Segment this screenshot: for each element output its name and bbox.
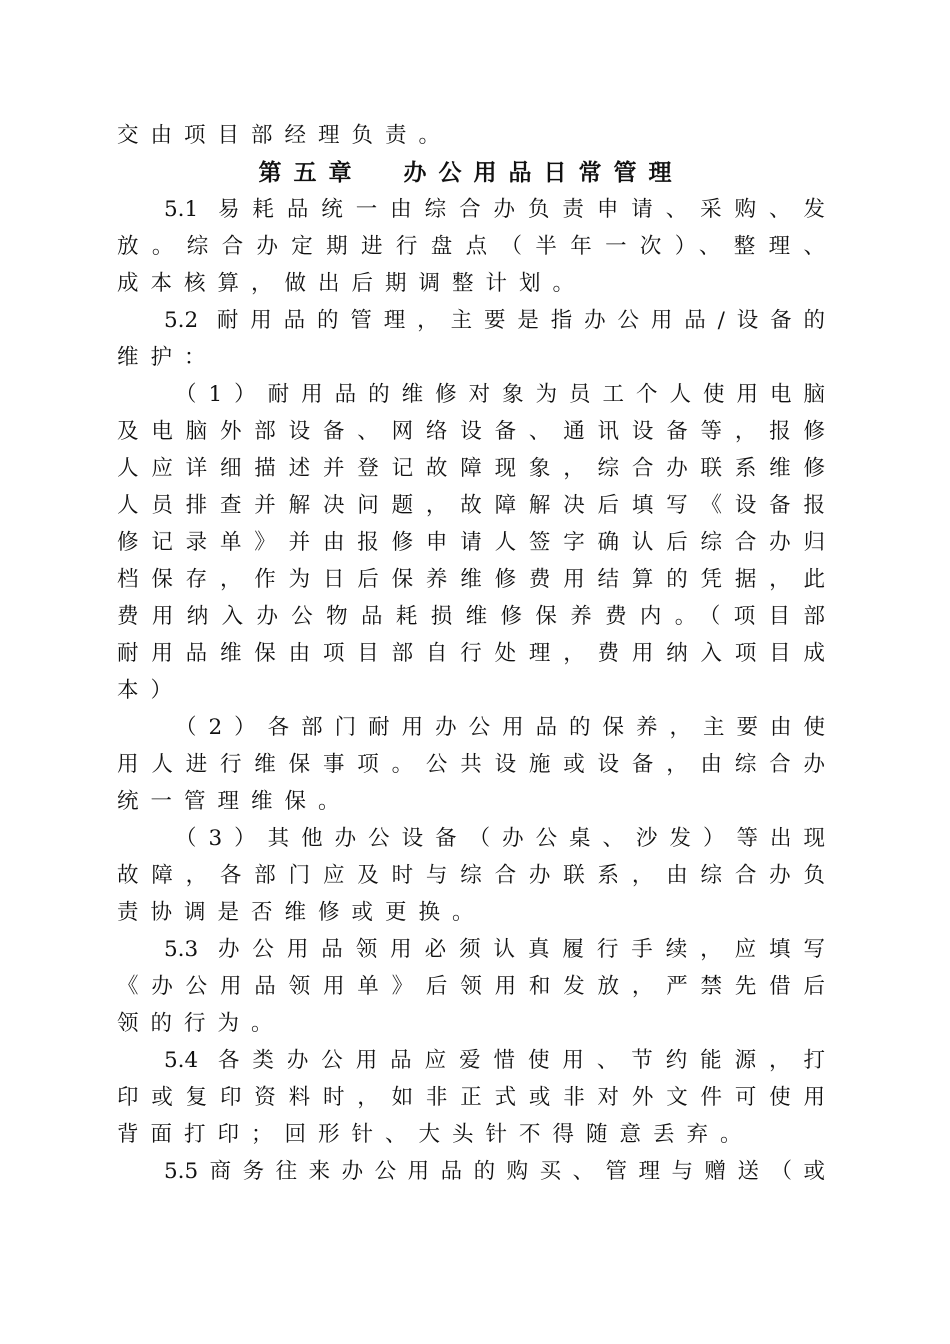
text-line: 故障，各部门应及时与综合办联系，由综合办负 — [117, 863, 825, 888]
text-line: （3）其他办公设备（办公桌、沙发）等出现 — [175, 826, 825, 851]
text-line: 修记录单》并由报修申请人签字确认后综合办归 — [117, 530, 825, 555]
text-line: 《办公用品领用单》后领用和发放，严禁先借后 — [117, 974, 825, 999]
text-line: 背面打印；回形针、大头针不得随意丢弃。 — [117, 1122, 754, 1147]
text-line: 人应详细描述并登记故障现象，综合办联系维修 — [117, 456, 825, 481]
text-line: 5.4 各类办公用品应爱惜使用、节约能源，打 — [164, 1048, 825, 1073]
text-line: 费用纳入办公物品耗损维修保养费内。（项目部 — [117, 604, 825, 629]
text-line: 印或复印资料时，如非正式或非对外文件可使用 — [117, 1085, 825, 1110]
document-page — [117, 117, 825, 1190]
text-line: 交由项目部经理负责。 — [117, 123, 453, 148]
text-line: （2）各部门耐用办公用品的保养，主要由使 — [175, 715, 825, 740]
text-line: 及电脑外部设备、网络设备、通讯设备等，报修 — [117, 419, 825, 444]
text-line: 本） — [117, 678, 185, 703]
text-line: 成本核算，做出后期调整计划。 — [117, 271, 587, 296]
text-line: 维护： — [117, 345, 218, 370]
text-line: 5.2 耐用品的管理，主要是指办公用品/设备的 — [164, 308, 825, 333]
text-line: 放。综合办定期进行盘点（半年一次）、整理、 — [117, 234, 825, 259]
text-line: 档保存，作为日后保养维修费用结算的凭据，此 — [117, 567, 825, 592]
text-line: 领的行为。 — [117, 1011, 285, 1036]
text-line: （1）耐用品的维修对象为员工个人使用电脑 — [175, 382, 825, 407]
text-line: 耐用品维保由项目部自行处理，费用纳入项目成 — [117, 641, 825, 666]
text-line: 统一管理维保。 — [117, 789, 352, 814]
text-line: 5.5商务往来办公用品的购买、管理与赠送（或 — [164, 1159, 825, 1184]
text-line: 人员排查并解决问题，故障解决后填写《设备报 — [117, 493, 825, 518]
text-line: 用人进行维保事项。公共设施或设备，由综合办 — [117, 752, 825, 777]
chapter-heading: 第五章 办公用品日常管理 — [258, 159, 684, 186]
text-line: 5.3 办公用品领用必须认真履行手续，应填写 — [164, 937, 825, 962]
text-line: 责协调是否维修或更换。 — [117, 900, 486, 925]
text-line: 5.1 易耗品统一由综合办负责申请、采购、发 — [164, 197, 825, 222]
